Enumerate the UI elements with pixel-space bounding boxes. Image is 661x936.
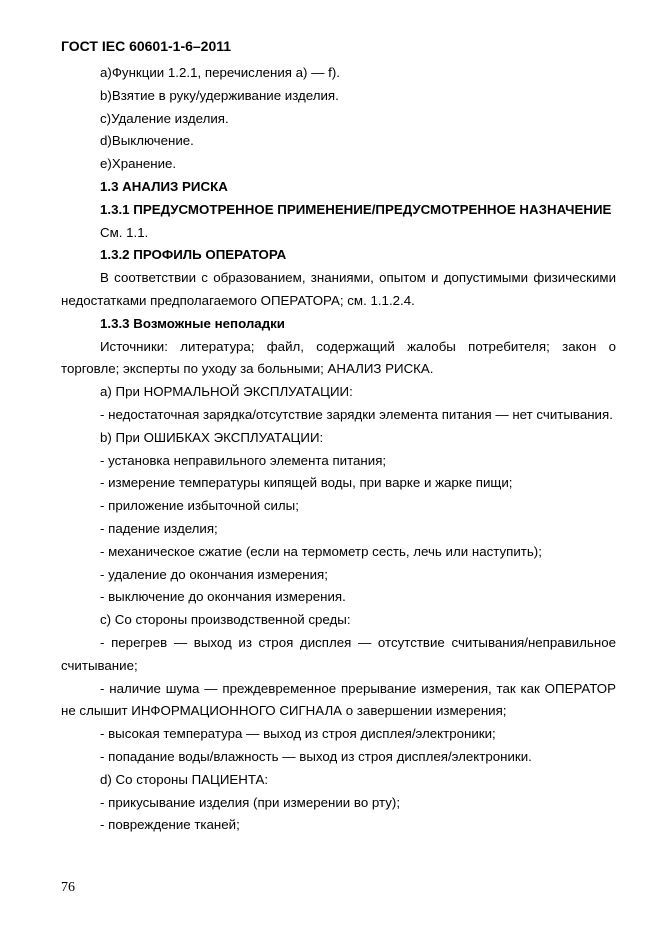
list-item: - выключение до окончания измерения. [100,589,346,605]
section-heading: 1.3.2 ПРОФИЛЬ ОПЕРАТОРА [100,247,287,263]
list-item: - прикусывание изделия (при измерении во рту); [100,794,401,810]
section-heading: 1.3.1 ПРЕДУСМОТРЕННОЕ ПРИМЕНЕНИЕ/ПРЕДУСМОТРЕННОЕ НАЗНАЧЕНИЕ [100,201,612,217]
paragraph: Источники: литература; файл, содержащий жалобы потребителя; закон о торговле; эксперты по уходу за больными; АНАЛИЗ РИСКА. [61,338,616,377]
list-heading: c) Со стороны производственной среды: [100,612,351,628]
list-item: - падение изделия; [100,520,218,536]
list-item: e)Хранение. [100,156,177,172]
list-heading: a) При НОРМАЛЬНОЙ ЭКСПЛУАТАЦИИ: [100,384,353,400]
list-item: - приложение избыточной силы; [100,498,299,514]
document-body [61,62,616,837]
list-item: - попадание воды/влажность — выход из строя дисплея/электроники. [100,748,532,764]
list-item: - повреждение тканей; [100,817,240,833]
list-item: d)Выключение. [100,133,194,149]
list-item: - измерение температуры кипящей воды, при варке и жарке пищи; [100,475,513,491]
list-heading: d) Со стороны ПАЦИЕНТА: [100,771,269,787]
list-item: - наличие шума — преждевременное прерывание измерения, так как ОПЕРАТОР не слышит ИНФОРМАЦИОННОГО СИГНАЛА о завершении измерения; [61,680,616,719]
section-heading: 1.3.3 Возможные неполадки [100,315,285,331]
list-item: - перегрев — выход из строя дисплея — отсутствие считывания/неправильное считывание; [61,634,616,673]
list-item: - установка неправильного элемента питания; [100,452,387,468]
list-item: - высокая температура — выход из строя дисплея/электроники; [100,726,496,742]
paragraph: В соответствии с образованием, знаниями, опытом и допустимыми физическими недостатками предполагаемого ОПЕРАТОРА; см. 1.1.2.4. [61,270,616,308]
list-heading: b) При ОШИБКАХ ЭКСПЛУАТАЦИИ: [100,429,324,445]
list-item: c)Удаление изделия. [100,110,229,126]
list-item: - механическое сжатие (если на термометр сесть, лечь или наступить); [100,543,542,559]
list-item: b)Взятие в руку/удерживание изделия. [100,87,339,103]
document-header: ГОСТ IEC 60601-1-6–2011 [61,38,232,54]
list-item: - недостаточная зарядка/отсутствие зарядки элемента питания — нет считывания. [100,406,613,422]
section-heading: 1.3 АНАЛИЗ РИСКА [100,178,228,194]
paragraph: См. 1.1. [100,224,149,240]
list-item: a)Функции 1.2.1, перечисления a) — f). [100,65,340,80]
list-item: - удаление до окончания измерения; [100,566,328,582]
page-number: 76 [61,880,75,895]
